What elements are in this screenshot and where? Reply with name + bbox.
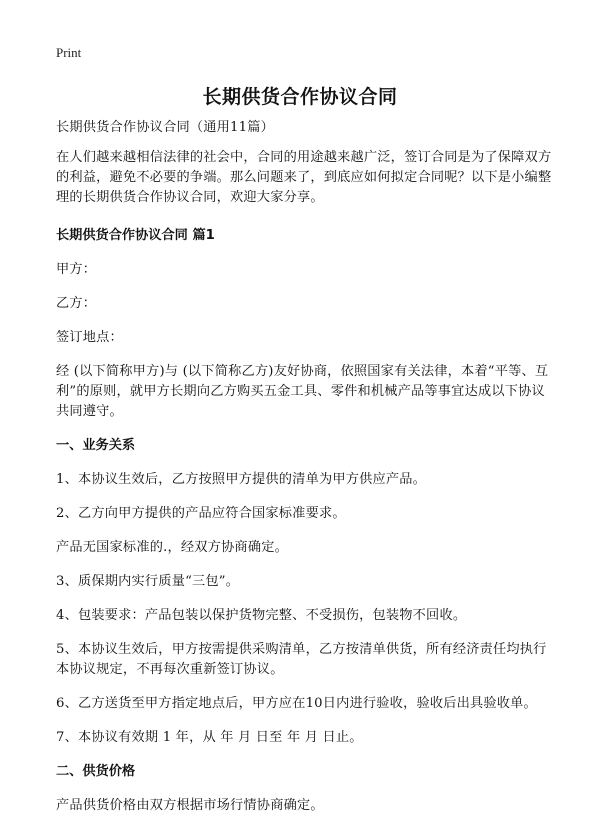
preamble-paragraph: 经 (以下简称甲方)与 (以下简称乙方)友好协商，依照国家有关法律，本着“平等、互利”的原则，就甲方长期向乙方购买五金工具、零件和机械产品等事宜达成以下协议共同遵守。 (56, 364, 549, 419)
clause-note: 产品无国家标准的.，经双方协商确定。 (56, 540, 288, 555)
intro-paragraph: 在人们越来越相信法律的社会中，合同的用途越来越广泛，签订合同是为了保障双方的利益，避免不必要的争端。那么问题来了，到底应如何拟定合同呢？以下是小编整理的长期供货合作协议合同，欢迎大家分享。 (56, 150, 552, 205)
clause-item: 5、本协议生效后，甲方按需提供采购清单，乙方按清单供货，所有经济责任均执行本协议规定，不再每次重新签订协议。 (56, 642, 547, 677)
clause-item: 2、乙方向甲方提供的产品应符合国家标准要求。 (56, 506, 346, 521)
part-heading: 二、供货价格 (56, 764, 136, 779)
section-heading: 长期供货合作协议合同 篇1 (56, 228, 215, 243)
clause-item: 1、本协议生效后，乙方按照甲方提供的清单为甲方供应产品。 (56, 472, 427, 487)
party-a-field: 甲方： (56, 262, 97, 277)
print-label: Print (56, 45, 82, 60)
clause-item: 6、乙方送货至甲方指定地点后，甲方应在10日内进行验收，验收后出具验收单。 (56, 696, 537, 711)
document-subtitle: 长期供货合作协议合同（通用11篇） (56, 120, 274, 135)
page-title: 长期供货合作协议合同 (202, 86, 398, 108)
part-heading: 一、业务关系 (56, 438, 136, 453)
sign-place-field: 签订地点： (56, 330, 123, 345)
party-b-field: 乙方： (56, 296, 97, 311)
price-paragraph: 产品供货价格由双方根据市场行情协商确定。 (56, 798, 324, 813)
clause-item: 4、包装要求：产品包装以保护货物完整、不受损伤，包装物不回收。 (56, 608, 467, 623)
clause-item: 7、本协议有效期 1 年，从 年 月 日至 年 月 日止。 (56, 730, 363, 745)
document-body (56, 118, 556, 816)
clause-item: 3、质保期内实行质量“三包”。 (56, 574, 240, 589)
